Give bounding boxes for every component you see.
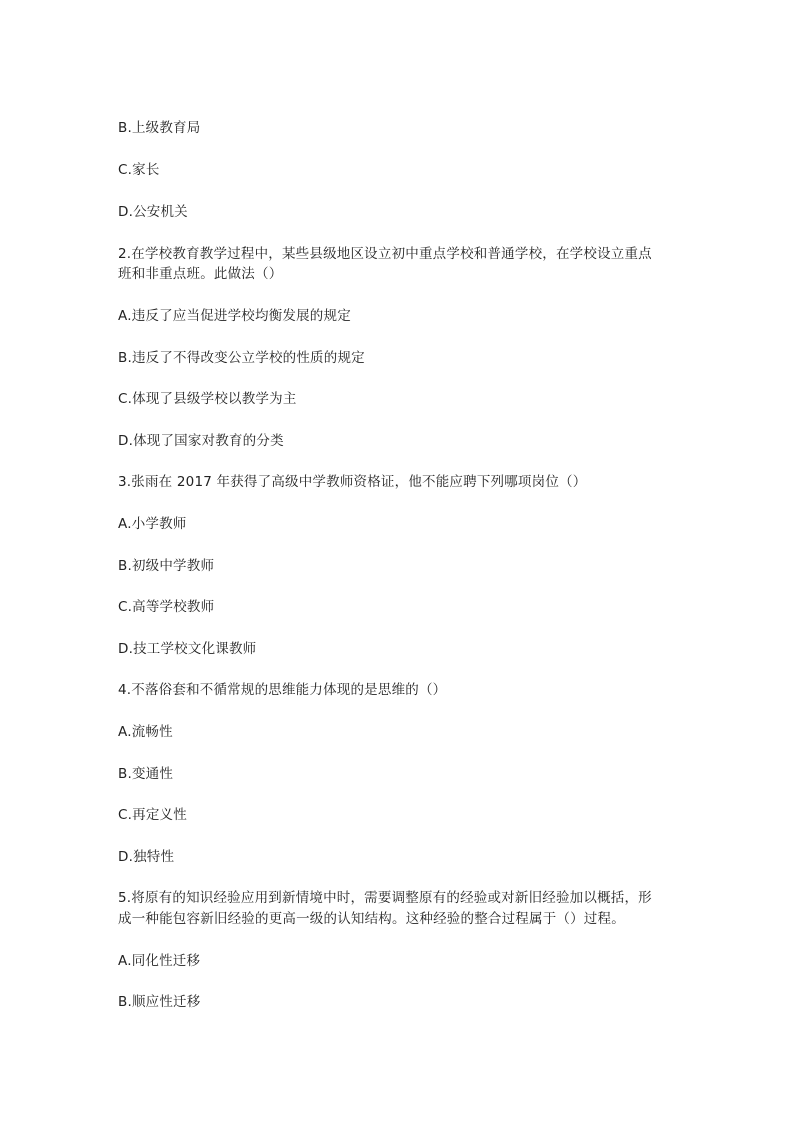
option-b-q1: B.上级教育局 — [118, 120, 201, 136]
option-c-q3: C.高等学校教师 — [118, 599, 215, 615]
option-d-q3: D.技工学校文化课教师 — [118, 641, 257, 657]
option-b-q3: B.初级中学教师 — [118, 558, 215, 574]
option-a-q2: A.违反了应当促进学校均衡发展的规定 — [118, 308, 351, 324]
option-b-q2: B.违反了不得改变公立学校的性质的规定 — [118, 350, 365, 366]
question-2-line-2: 班和非重点班。此做法（） — [118, 266, 283, 282]
option-c-q2: C.体现了县级学校以教学为主 — [118, 391, 297, 407]
option-b-q4: B.变通性 — [118, 766, 174, 782]
option-a-q4: A.流畅性 — [118, 724, 173, 740]
option-c-q1: C.家长 — [118, 162, 160, 178]
option-b-q5: B.顺应性迁移 — [118, 994, 201, 1010]
question-5-line-2: 成一种能包容新旧经验的更高一级的认知结构。这种经验的整合过程属于（）过程。 — [118, 911, 625, 927]
question-5-line-1: 5.将原有的知识经验应用到新情境中时，需要调整原有的经验或对新旧经验加以概括，形 — [118, 890, 652, 906]
question-3: 3.张雨在 2017 年获得了高级中学教师资格证，他不能应聘下列哪项岗位（） — [118, 474, 587, 490]
question-2-line-1: 2.在学校教育教学过程中，某些县级地区设立初中重点学校和普通学校，在学校设立重点 — [118, 246, 652, 262]
option-d-q2: D.体现了国家对教育的分类 — [118, 433, 284, 449]
option-a-q5: A.同化性迁移 — [118, 953, 201, 969]
option-d-q4: D.独特性 — [118, 849, 175, 865]
option-a-q3: A.小学教师 — [118, 516, 187, 532]
option-c-q4: C.再定义性 — [118, 807, 187, 823]
question-4: 4.不落俗套和不循常规的思维能力体现的是思维的（） — [118, 682, 447, 698]
option-d-q1: D.公安机关 — [118, 204, 188, 220]
